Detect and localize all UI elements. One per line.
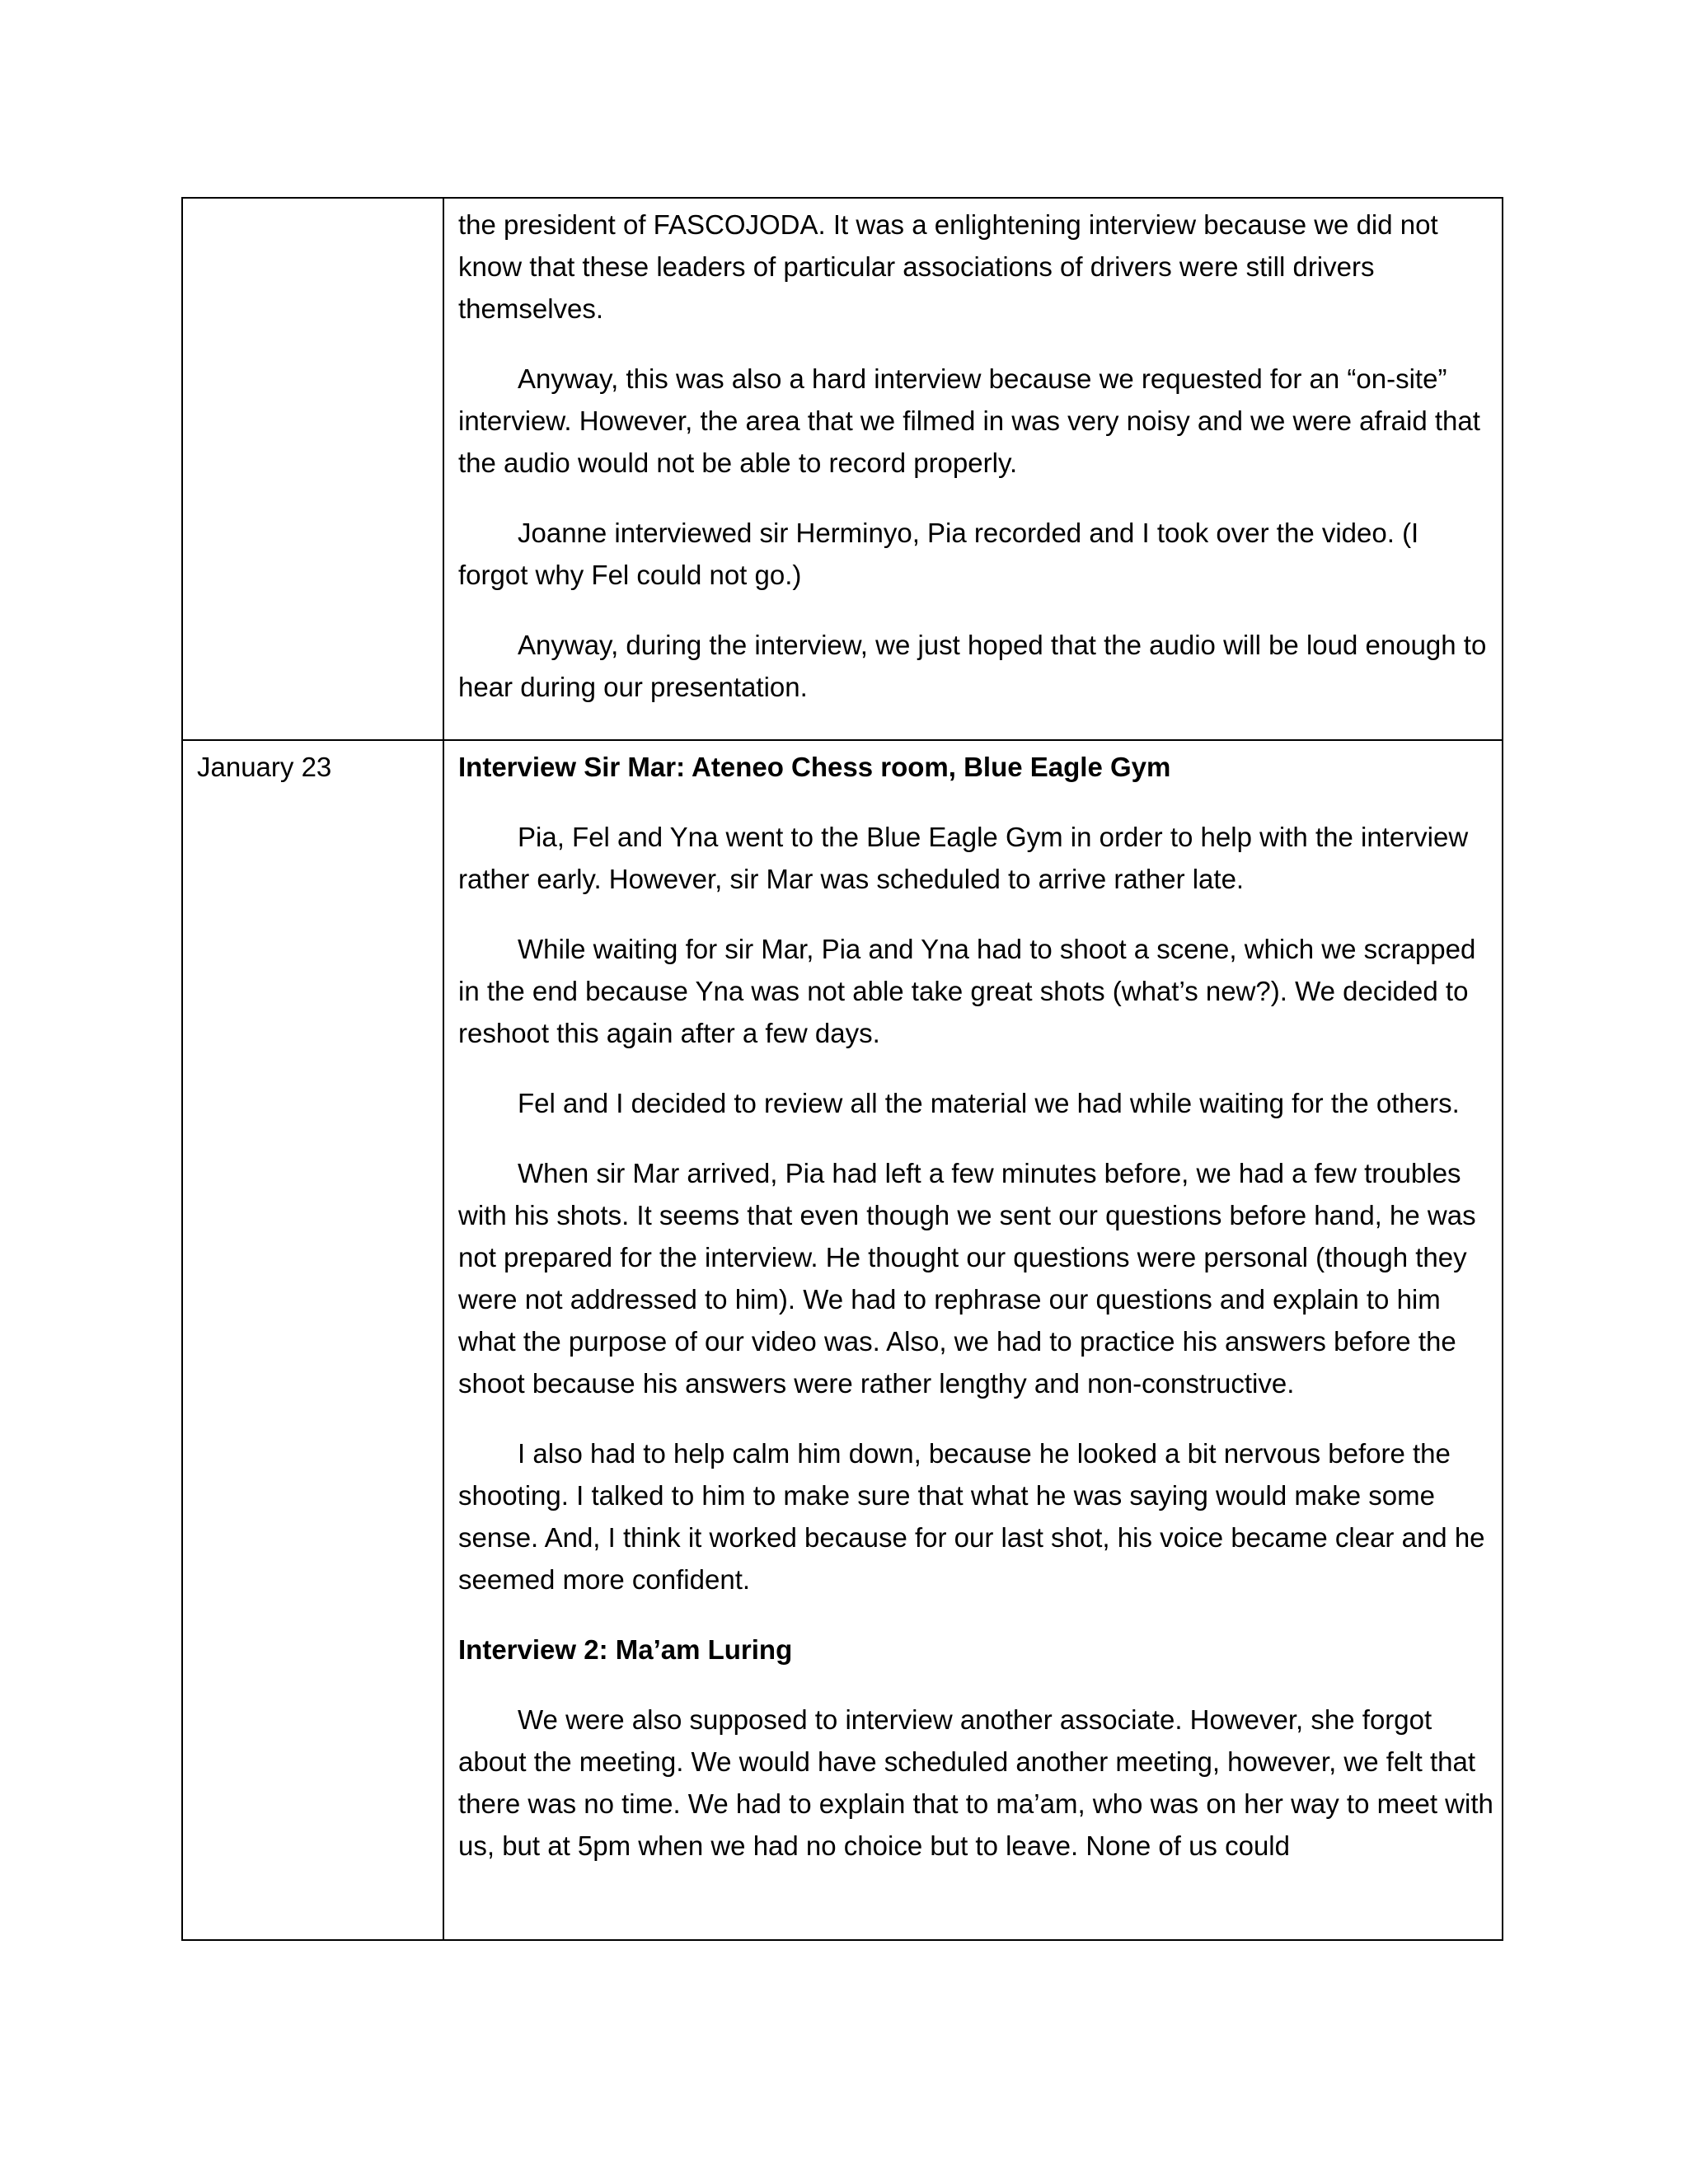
entry-paragraph: We were also supposed to interview another associate. However, she forgot about the meeting. We would have scheduled another meeting, however, we felt that there was no time. We had to explain that to ma’am, who was on her way to meet with us, but at 5pm when we had no choice but to leave. None of us could <box>458 1704 1493 1861</box>
entry-paragraph: When sir Mar arrived, Pia had left a few minutes before, we had a few troubles with his shots. It seems that even though we sent our questions before hand, he was not prepared for the interview. He thought our questions were personal (though they were not addressed to him). We had to rephrase our questions and explain to him what the purpose of our video was. Also, we had to practice his answers before the shoot because his answers were rather lengthy and non-constructive. <box>458 1158 1476 1399</box>
table-row <box>182 198 1503 740</box>
entry-heading: Interview 2: Ma’am Luring <box>458 1634 793 1665</box>
entry-paragraph: I also had to help calm him down, because he looked a bit nervous before the shooting. I talked to him to make sure that what he was saying would make some sense. And, I think it worked because for our last shot, his voice became clear and he seemed more confident. <box>458 1438 1485 1595</box>
entry-paragraph: Fel and I decided to review all the material we had while waiting for the others. <box>518 1088 1460 1118</box>
date-cell <box>182 198 443 740</box>
entry-cell <box>443 198 1503 740</box>
entry-heading: Interview Sir Mar: Ateneo Chess room, Blue Eagle Gym <box>458 752 1171 782</box>
entry-paragraph: the president of FASCOJODA. It was a enlightening interview because we did not know that these leaders of particular associations of drivers were still drivers themselves. <box>458 209 1438 324</box>
entry-paragraph: Joanne interviewed sir Herminyo, Pia recorded and I took over the video. (I forgot why Fel could not go.) <box>458 518 1419 590</box>
table-row <box>182 740 1503 1940</box>
entry-cell <box>443 740 1503 1940</box>
entry-paragraph: Anyway, during the interview, we just hoped that the audio will be loud enough to hear during our presentation. <box>458 630 1487 702</box>
date-cell: January 23 <box>182 740 443 1940</box>
entry-paragraph: Anyway, this was also a hard interview because we requested for an “on-site” interview. However, the area that we filmed in was very noisy and we were afraid that the audio would not be able to record properly. <box>458 363 1480 478</box>
journal-log-table <box>181 197 1503 1941</box>
entry-paragraph: While waiting for sir Mar, Pia and Yna had to shoot a scene, which we scrapped in the end because Yna was not able take great shots (what’s new?). We decided to reshoot this again after a few days. <box>458 934 1476 1048</box>
entry-paragraph: Pia, Fel and Yna went to the Blue Eagle Gym in order to help with the interview rather early. However, sir Mar was scheduled to arrive rather late. <box>458 822 1469 894</box>
